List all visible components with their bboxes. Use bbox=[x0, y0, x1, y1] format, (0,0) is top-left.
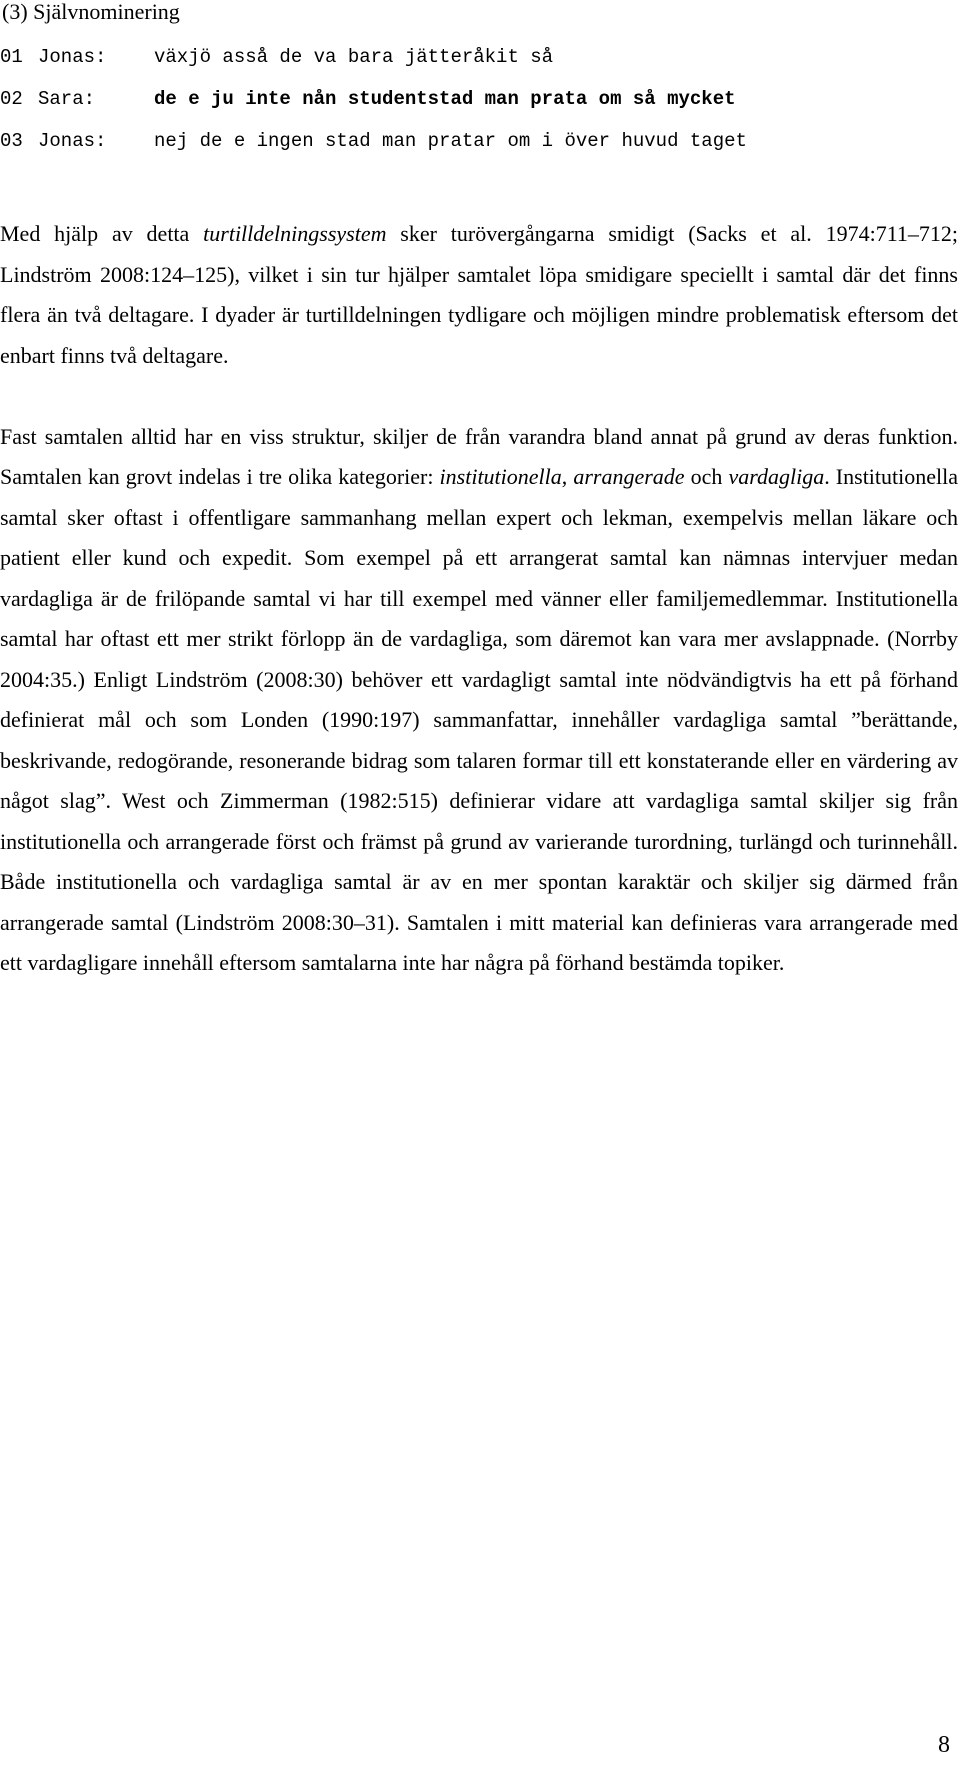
body-text bbox=[0, 214, 958, 984]
section-heading: (3) Självnominering bbox=[2, 0, 180, 24]
text-run: . Institutionella samtal sker oftast i offentligare sammanhang mellan expert och lekman, exempelvis mellan läkare och patient eller kund och expedit. Som exempel på ett arrangerat samtal kan nämnas intervjuer medan vardagliga är de frilöpande samtal vi har till exempel med vänner eller familjemedlemmar. Institutionella samtal har oftast ett mer strikt förlopp än de vardagliga, som däremot kan vara mer avslappnade. (Norrby 2004:35.) Enligt Lindström (2008:30) behöver ett vardagligt samtal inte nödvändigtvis ha ett på förhand definierat mål och som Londen (1990:197) sammanfattar, innehåller vardagliga samtal ”berättande, beskrivande, redogörande, resonerande bidrag som talaren formar till ett konstaterande eller en värdering av något slag”. West och Zimmerman (1982:515) definierar vidare att vardagliga samtal skiljer sig från institutionella och arrangerade först och främst på grund av varierande turordning, turlängd och turinnehåll. Både institutionella och vardagliga samtal är av en mer spontan karaktär och skiljer sig därmed från arrangerade samtal (Lindström 2008:30–31). Samtalen i mitt material kan definieras vara arrangerade med ett vardagligare innehåll eftersom samtalarna inte har några på förhand bestämda topiker. bbox=[0, 464, 959, 975]
speaker-name: Jonas: bbox=[38, 130, 107, 152]
text-run: och bbox=[684, 464, 729, 489]
speaker-name: Jonas: bbox=[38, 46, 107, 68]
utterance: de e ju inte nån studentstad man prata om så mycket bbox=[154, 88, 736, 110]
text-run: , bbox=[561, 464, 574, 489]
category-institutional: institutionella bbox=[439, 464, 562, 489]
transcript-line bbox=[0, 84, 960, 126]
speaker-name: Sara: bbox=[38, 88, 96, 110]
paragraph-conversation-types bbox=[0, 417, 958, 984]
text-run: Med hjälp av detta bbox=[0, 221, 204, 246]
transcript-excerpt bbox=[0, 42, 960, 168]
term-emphasis: turtilldelningssystem bbox=[203, 221, 387, 246]
utterance: nej de e ingen stad man pratar om i över huvud taget bbox=[154, 130, 747, 152]
line-number: 01 bbox=[0, 46, 23, 68]
category-everyday: vardagliga bbox=[728, 464, 825, 489]
line-number: 03 bbox=[0, 130, 23, 152]
transcript-line bbox=[0, 42, 960, 84]
category-arranged: arrangerade bbox=[573, 464, 685, 489]
paragraph-turn-taking bbox=[0, 214, 958, 376]
utterance: växjö asså de va bara jätteråkit så bbox=[154, 46, 554, 68]
text-run: sker turövergångarna smidigt (Sacks et al. 1974:711–712; Lindström 2008:124–125), vilket i sin tur hjälper samtalet löpa smidigare speciellt i samtal där det finns flera än två deltagare. I dyader är turtilldelningen tydligare och möjligen mindre problematisk eftersom det enbart finns två deltagare. bbox=[0, 221, 959, 368]
page-number: 8 bbox=[938, 1732, 950, 1758]
text-run: Fast samtalen alltid har en viss struktur, skiljer de från varandra bland annat på grund av deras funktion. Samtalen kan grovt indelas i tre olika kategorier: bbox=[0, 423, 958, 489]
transcript-line bbox=[0, 126, 960, 168]
line-number: 02 bbox=[0, 88, 23, 110]
